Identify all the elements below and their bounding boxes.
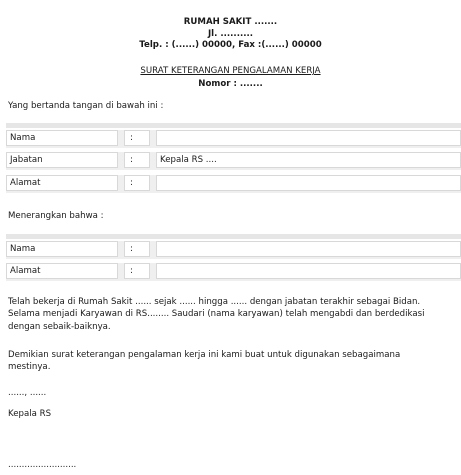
signer-position-field[interactable]: Kepala RS .... bbox=[156, 152, 461, 168]
hospital-contact: Telp. : (......) 00000, Fax :(......) 00000 bbox=[139, 40, 322, 50]
signer-name-field[interactable] bbox=[156, 130, 461, 146]
closing-line: Demikian surat keterangan pengalaman kerja ini kami buat untuk digunakan sebagaimana bbox=[8, 350, 401, 360]
closing-paragraph bbox=[8, 349, 453, 374]
signer-address-field[interactable] bbox=[156, 175, 461, 191]
field-colon: : bbox=[130, 266, 133, 276]
intro-text: Yang bertanda tangan di bawah ini : bbox=[8, 101, 164, 111]
signer-row-position bbox=[6, 152, 461, 170]
field-colon: : bbox=[130, 178, 133, 188]
signer-row-name bbox=[6, 130, 461, 148]
field-label: Alamat bbox=[10, 266, 41, 276]
hospital-address: Jl. .......... bbox=[207, 29, 254, 39]
body-line: Selama menjadi Karyawan di RS........ Saudari (nama karyawan) telah mengabdi dan berdedikasi bbox=[8, 309, 425, 320]
signer-form bbox=[6, 123, 461, 193]
subject-address-field[interactable] bbox=[156, 263, 461, 279]
field-colon: : bbox=[130, 244, 133, 254]
subject-name-field[interactable] bbox=[156, 241, 461, 257]
letter-title: SURAT KETERANGAN PENGALAMAN KERJA bbox=[140, 66, 321, 76]
body-line: Telah bekerja di Rumah Sakit ...... sejak ...... hingga ...... dengan jabatan terakhir sebagai Bidan. bbox=[8, 297, 421, 307]
signer-position: Kepala RS bbox=[8, 409, 52, 419]
body-paragraph bbox=[8, 296, 453, 333]
field-label: Nama bbox=[10, 133, 36, 143]
statement-intro: Menerangkan bahwa : bbox=[8, 211, 104, 221]
hospital-name: RUMAH SAKIT ....... bbox=[183, 17, 278, 27]
letter-number: Nomor : ....... bbox=[198, 79, 263, 89]
closing-line: mestinya. bbox=[8, 362, 51, 373]
place-date: ......, ...... bbox=[8, 388, 47, 398]
signer-row-address bbox=[6, 175, 461, 193]
field-label: Jabatan bbox=[10, 155, 43, 165]
field-label: Alamat bbox=[10, 178, 41, 188]
signature-name-line: ......................... bbox=[8, 460, 77, 470]
field-label: Nama bbox=[10, 244, 36, 254]
field-colon: : bbox=[130, 133, 133, 143]
subject-row-name bbox=[6, 241, 461, 259]
body-line: dengan sebaik-baiknya. bbox=[8, 321, 111, 332]
subject-row-address bbox=[6, 263, 461, 281]
field-colon: : bbox=[130, 155, 133, 165]
subject-form bbox=[6, 234, 461, 282]
